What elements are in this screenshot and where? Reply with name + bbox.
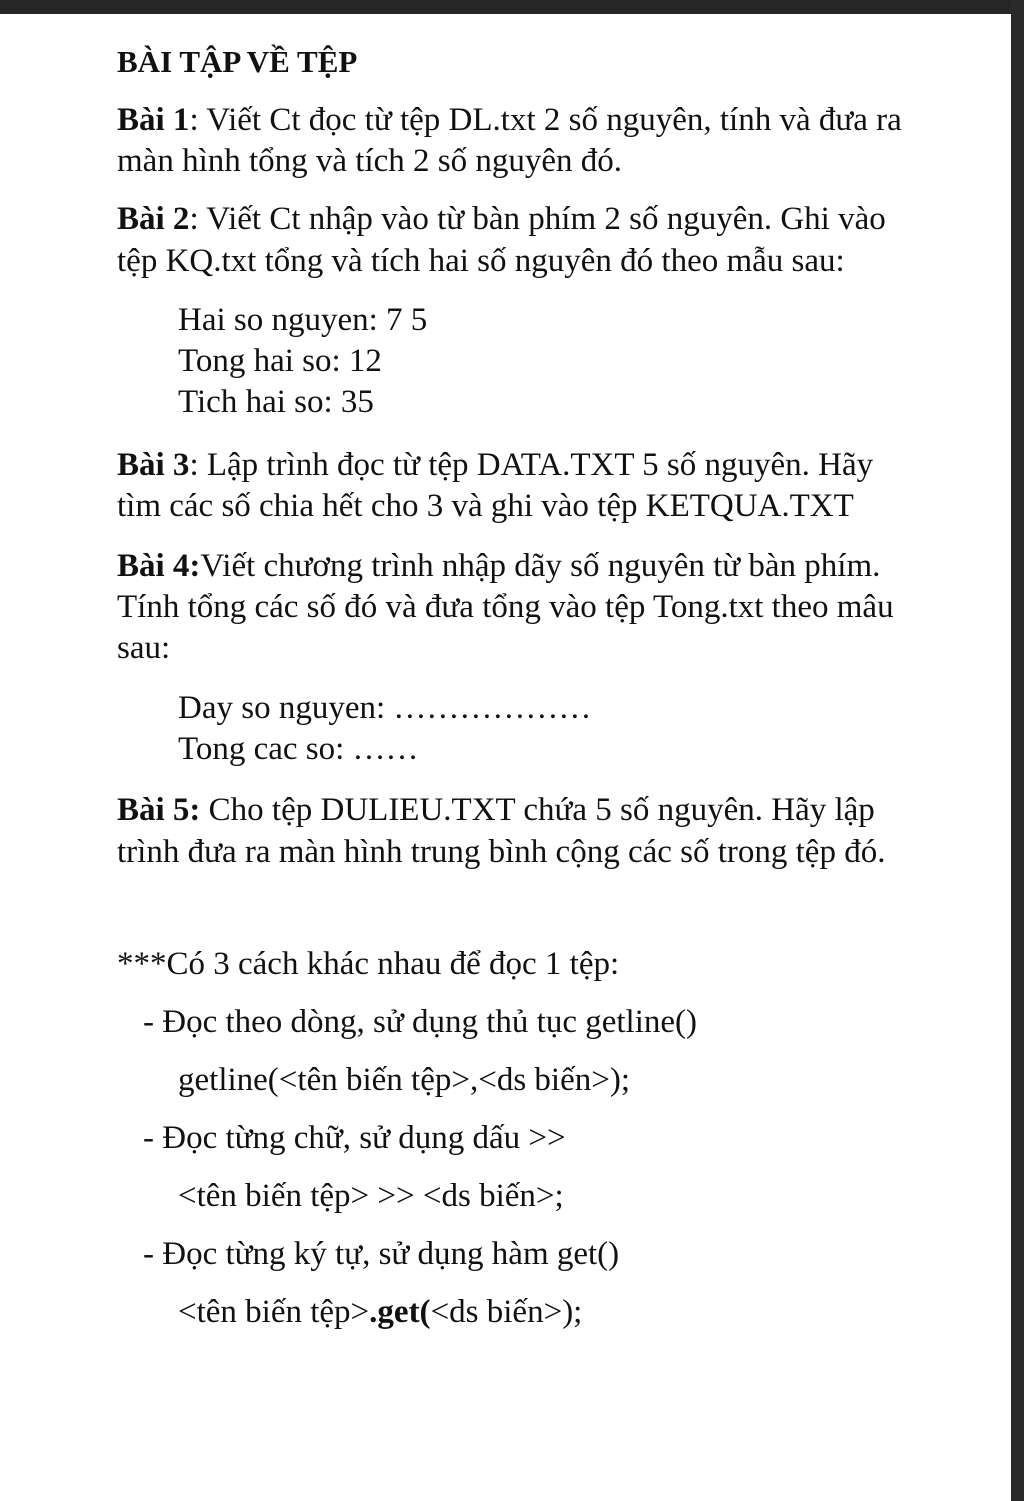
right-edge-bar [1011, 0, 1024, 1501]
note-heading: ***Có 3 cách khác nhau để đọc 1 tệp: [117, 946, 620, 982]
exercise-4-label: Bài 4: [117, 548, 201, 584]
exercise-2-sample-1: Hai so nguyen: 7 5 [178, 302, 428, 338]
method-2-code: <tên biến tệp> >> <ds biến>; [178, 1178, 564, 1214]
exercise-2-line-1: Bài 2: Viết Ct nhập vào từ bàn phím 2 số nguyên. Ghi vào [117, 201, 886, 237]
exercise-2-line-2: tệp KQ.txt tổng và tích hai số nguyên đó theo mẫu sau: [117, 243, 845, 279]
method-3-code: <tên biến tệp>.get(<ds biến>); [178, 1294, 583, 1330]
exercise-4-line-2: Tính tổng các số đó và đưa tổng vào tệp Tong.txt theo mâu [117, 589, 894, 625]
top-bar [0, 0, 1024, 14]
exercise-3-label: Bài 3 [117, 447, 190, 483]
exercise-4-sample-1: Day so nguyen: ……………… [178, 690, 592, 726]
method-1-code: getline(<tên biến tệp>,<ds biến>); [178, 1062, 630, 1098]
exercise-1-line-1: Bài 1: Viết Ct đọc từ tệp DL.txt 2 số nguyên, tính và đưa ra [117, 102, 902, 138]
exercise-3-line-1: Bài 3: Lập trình đọc từ tệp DATA.TXT 5 số nguyên. Hãy [117, 447, 874, 483]
method-1-text: - Đọc theo dòng, sử dụng thủ tục getline() [143, 1004, 698, 1040]
exercise-2-label: Bài 2 [117, 201, 190, 237]
exercise-4-line-3: sau: [117, 630, 171, 666]
exercise-4-sample-2: Tong cac so: …… [178, 731, 419, 767]
exercise-5-line-2: trình đưa ra màn hình trung bình cộng các số trong tệp đó. [117, 834, 886, 870]
exercise-5-label: Bài 5: [117, 792, 201, 828]
exercise-4-line-1: Bài 4:Viết chương trình nhập dãy số nguyên từ bàn phím. [117, 548, 881, 584]
method-3-text: - Đọc từng ký tự, sử dụng hàm get() [143, 1236, 620, 1272]
method-2-text: - Đọc từng chữ, sử dụng dấu >> [143, 1120, 566, 1156]
document-title: BÀI TẬP VỀ TỆP [117, 44, 358, 79]
document-page [0, 14, 1011, 1501]
exercise-2-sample-2: Tong hai so: 12 [178, 343, 382, 379]
exercise-1-label: Bài 1 [117, 102, 190, 138]
exercise-3-line-2: tìm các số chia hết cho 3 và ghi vào tệp KETQUA.TXT [117, 488, 854, 524]
exercise-2-sample-3: Tich hai so: 35 [178, 384, 374, 420]
exercise-1-line-2: màn hình tổng và tích 2 số nguyên đó. [117, 143, 623, 179]
exercise-5-line-1: Bài 5: Cho tệp DULIEU.TXT chứa 5 số nguyên. Hãy lập [117, 792, 875, 828]
